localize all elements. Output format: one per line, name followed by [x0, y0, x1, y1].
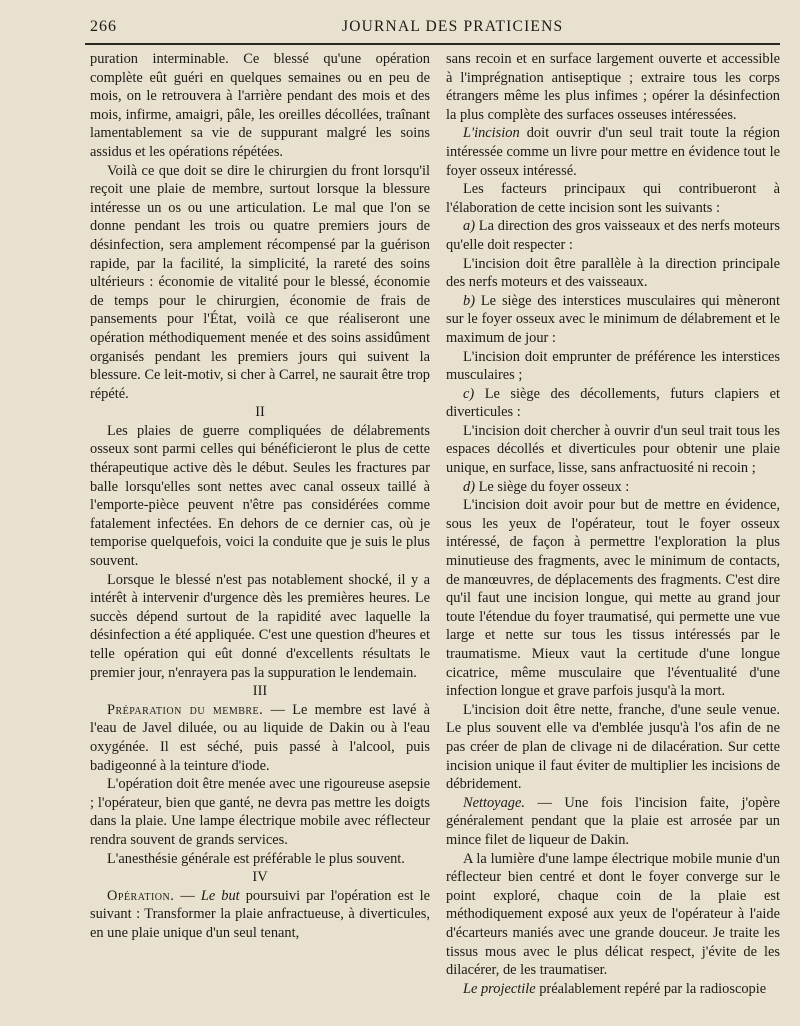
section-number: III: [252, 683, 268, 700]
italic-term: Le but: [200, 887, 240, 904]
paragraph-text: doit ouvrir d'un seul trait toute la région intéressée comme un livre pour mettre en évidence tout le foyer osseux intéressé.: [446, 125, 780, 179]
list-marker: b): [463, 292, 475, 309]
list-marker: c): [463, 385, 475, 402]
paragraph: L'opération doit être menée avec une rigoureuse asepsie ; l'opérateur, bien que ganté, ne devra pas mettre les doigts dans la plaie. Une lampe électrique mobile avec réflecteur rendra souvent de grands services.: [90, 776, 430, 848]
paragraph: Les plaies de guerre compliquées de délabrements osseux sont parmi celles qui bénéficieront le plus de cette thérapeutique active dès le début. Seules les fractures par balle lorsqu'elles sont nettes avec canal osseux taillé à l'emporte-pièce peuvent n'être pas considérées comme fatalement infectées. En dehors de ce dernier cas, où je temporise quelquefois, voici la conduite que je suis le plus souvent.: [90, 422, 430, 570]
list-marker: d): [463, 478, 475, 495]
section-number: II: [255, 404, 265, 421]
header-rule: [85, 43, 780, 45]
page-number: 266: [90, 18, 117, 35]
paragraph: L'incision doit être parallèle à la direction principale des nerfs moteurs et des vaisseaux.: [446, 255, 780, 291]
left-column: [90, 50, 430, 950]
paragraph: [446, 980, 780, 999]
italic-term: L'incision: [463, 125, 520, 142]
paragraph: [90, 887, 430, 943]
paragraph-text: Le siège des interstices musculaires qui mèneront sur le foyer osseux avec le minimum de délabrement et le maximum de jour :: [446, 292, 780, 346]
paragraph: Les facteurs principaux qui contribueront à l'élaboration de cette incision sont les suivants :: [446, 181, 780, 216]
list-marker: a): [463, 218, 475, 235]
paragraph: L'incision doit avoir pour but de mettre en évidence, sous les yeux de l'opérateur, tout le foyer osseux intéressé, de façon à permettre l'exploration la plus minutieuse des fragments, avec le minimum de contacts, de manœuvres, de déplacements des fragments. C'est dire qu'il faut une incision longue, qui mette au grand jour toute l'étendue du foyer traumatisé, qui permette une vue large et nette sur tous les tissus intéressés par le traumatisme. Mieux vaut la certitude d'une longue cicatrice, même musculaire que l'éventualité d'une infection longue et grave parfois jusqu'à la mort.: [446, 497, 780, 700]
dash: —: [174, 887, 201, 904]
subheading: Préparation du membre.: [107, 701, 264, 718]
paragraph: [446, 217, 780, 254]
paragraph: A la lumière d'une lampe électrique mobile munie d'un réflecteur bien centré et dont le foyer converge sur le point exploré, chaque coin de la plaie est méthodiquement exposé aux yeux de l'opérateur à l'aide d'écarteurs maniés avec une grande douceur. Je traite les tissus mous avec le plus délicat respect, j'évite de les dilacérer, de les traumatiser.: [446, 850, 780, 979]
paragraph-text: poursuivi par l'opération est le suivant : Transformer la plaie anfractueuse, à diverticules, en une plaie unique d'un seul tenant,: [90, 887, 430, 941]
italic-term: Le projectile: [463, 980, 536, 997]
paragraph-text: préalablement repéré par la radioscopie: [535, 980, 767, 997]
paragraph: [446, 292, 780, 348]
journal-title: JOURNAL DES PRATICIENS: [342, 18, 564, 35]
paragraph: [446, 385, 780, 422]
paragraph: L'incision doit chercher à ouvrir d'un seul trait tous les espaces décollés et diverticules pour obtenir une plaie unique, en surface, lisse, sans anfractuosité ni recoin ;: [446, 422, 780, 477]
paragraph: [446, 478, 780, 497]
paragraph-text: — Une fois l'incision faite, j'opère généralement pendant que la plaie est arrosée par un mince filet de liqueur de Dakin.: [446, 794, 780, 848]
paragraph: puration interminable. Ce blessé qu'une opération complète eût guéri en quelques semaines ou en peu de mois, on le retrouvera à l'arrière pendant des mois et des mois, infirme, amaigri, pâle, les oreilles décollées, traînant lamentablement sa vie de suppurant malgré les soins assidus et les opérations répétées.: [90, 51, 430, 160]
right-column: [446, 50, 780, 997]
paragraph-text: — Le membre est lavé à l'eau de Javel diluée, ou au liquide de Dakin ou à l'eau oxygénée. Il est séché, puis passé à l'alcool, puis badigeonné à la teinture d'iode.: [90, 701, 430, 774]
paragraph-text: La direction des gros vaisseaux et des nerfs moteurs qu'elle doit respecter :: [446, 218, 780, 253]
paragraph: Lorsque le blessé n'est pas notablement shocké, il y a intérêt à intervenir d'urgence dès les premières heures. Le succès dépend surtout de la rapidité avec laquelle la désinfection a été appliquée. C'est une question d'heures et telle opération qui eût donné d'excellents résultats le premier jour, n'enrayera pas la suppuration le lendemain.: [90, 571, 430, 681]
paragraph: Voilà ce que doit se dire le chirurgien du front lorsqu'il reçoit une plaie de membre, surtout lorsque la blessure intéresse un os ou une articulation. Le mal que l'on se donne pendant les trois ou quatre premiers jours de désinfection, sera amplement récompensé par la guérison rapide, par la facilité, la simplicité, la rareté des soins ultérieurs : économie de vitalité pour le blessé, économie de temps pour le chirurgien, économie de frais de pansements pour l'État, voilà ce que réaliseront une opération méthodiquement menée et des soins assidûment organisés pendant les premiers jours qui suivent la blessure. Ce leit-motiv, si cher à Carrel, ne saurait être trop répété.: [90, 162, 430, 402]
section-number: IV: [252, 869, 268, 886]
paragraph: [90, 701, 430, 775]
paragraph: L'incision doit emprunter de préférence les interstices musculaires ;: [446, 348, 780, 384]
italic-term: Nettoyage.: [463, 794, 525, 811]
paragraph: L'incision doit être nette, franche, d'une seule venue. Le plus souvent elle va d'emblée jusqu'à l'os afin de ne pas créer de plan de clivage ni de dilacération. Sur cette incision unique il faut éviter de multiplier les incisions de débridement.: [446, 701, 780, 793]
paragraph-text: Le siège du foyer osseux :: [475, 478, 630, 495]
paragraph-text: Le siège des décollements, futurs clapiers et diverticules :: [446, 385, 780, 421]
paragraph: sans recoin et en surface largement ouverte et accessible à l'imprégnation antiseptique ; extraire tous les corps étrangers même les plus infimes ; opérer la désinfection la plus complète des surfaces osseuses intéressées.: [446, 51, 780, 123]
paragraph: [446, 124, 780, 180]
page-header: [90, 18, 780, 40]
paragraph: L'anesthésie générale est préférable le plus souvent.: [107, 850, 405, 867]
subheading: Opération.: [107, 887, 175, 904]
paragraph: [446, 794, 780, 850]
